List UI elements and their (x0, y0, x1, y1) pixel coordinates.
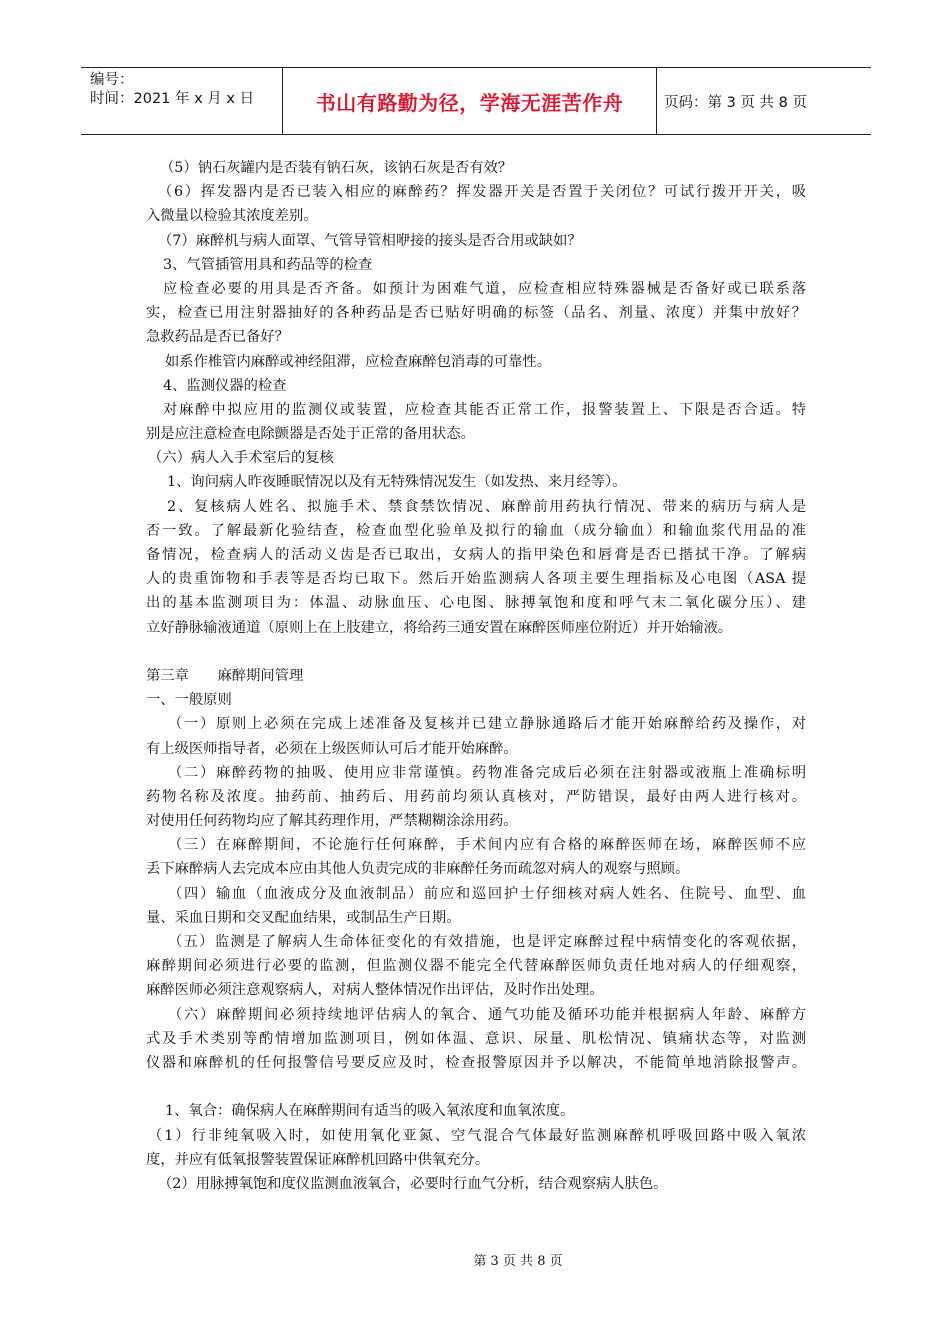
body-line: 仪器和麻醉机的任何报警信号要反应及时，检查报警原因并予以解决，不能简单地消除报警声。 (146, 1054, 806, 1071)
body-line: （六）病人入手术室后的复核 (148, 450, 334, 467)
body-line: （6）挥发器内是否已装入相应的麻醉药？挥发器开关是否置于关闭位？可试行拨开开关，吸 (158, 184, 806, 201)
body-line: 丢下麻醉病人去完成本应由其他人负责完成的非麻醉任务而疏忽对病人的观察与照顾。 (146, 861, 690, 878)
body-line: 对使用任何药物均应了解其药理作用，严禁糊糊涂涂用药。 (146, 813, 518, 830)
body-line: 实，检查已用注射器抽好的各种药品是否已贴好明确的标签（品名、剂量、浓度）并集中放好？ (146, 305, 806, 322)
header-info (81, 68, 283, 134)
body-line: 麻醉医师必须注意观察病人，对病人整体情况作出评估，及时作出处理。 (146, 982, 604, 999)
body-line: （一）原则上必须在完成上述准备及复核并已建立静脉通路后才能开始麻醉给药及操作，对 (168, 716, 806, 733)
body-line: 3、气管插管用具和药品等的检查 (163, 256, 373, 273)
body-line: 有上级医师指导者，必须在上级医师认可后才能开始麻醉。 (146, 740, 518, 757)
body-line: （1）行非纯氧吸入时，如使用氧化亚氮、空气混合气体最好监测麻醉机呼吸回路中吸入氧浓 (148, 1127, 806, 1144)
body-line: （2）用脉搏氧饱和度仪监测血液氧合，必要时行血气分析，结合观察病人肤色。 (158, 1175, 668, 1192)
body-line: 应检查必要的用具是否齐备。如预计为困难气道，应检查相应特殊器械是否备好或已联系落 (163, 280, 806, 297)
body-line: 麻醉期间必须进行必要的监测，但监测仪器不能完全代替麻醉医师负责任地对病人的仔细观察， (146, 958, 806, 975)
document-number-label: 编号： (90, 72, 134, 88)
document-body (146, 156, 806, 1196)
footer-page-number: 第 3 页 共 8 页 (473, 1254, 563, 1269)
body-line: 式及手术类别等酌情增加监测项目，例如体温、意识、尿量、肌松情况、镇痛状态等，对监测 (146, 1030, 806, 1047)
body-line: 1、询问病人昨夜睡眠情况以及有无特殊情况发生（如发热、来月经等）。 (167, 474, 627, 491)
body-line: 急救药品是否已备好？ (146, 329, 289, 346)
body-line: 1、氧合：确保病人在麻醉期间有适当的吸入氧浓度和血氧浓度。 (165, 1103, 575, 1120)
body-line: 备情况，检查病人的活动义齿是否已取出，女病人的指甲染色和唇膏是否已揩拭干净。了解病 (146, 547, 806, 563)
page-footer (0, 1250, 950, 1269)
body-line: 2、复核病人姓名、拟施手术、禁食禁饮情况、麻醉前用药执行情况、带来的病历与病人是 (167, 498, 806, 515)
body-line: （5）钠石灰罐内是否装有钠石灰，该钠石灰是否有效？ (160, 160, 513, 176)
body-line: 否一致。了解最新化验结查，检查血型化验单及拟行的输血（成分输血）和输血浆代用品的准 (146, 522, 806, 539)
body-line: 出的基本监测项目为：体温、动脉血压、心电图、脉搏氧饱和度和呼气末二氧化碳分压）、建 (146, 595, 806, 612)
body-line: （7）麻醉机与病人面罩、气管导管相咿接的接头是否合用或缺如？ (158, 232, 582, 249)
body-line: 第三章 麻醉期间管理 (146, 667, 304, 684)
date-label: 时间：2021 年 x 月 x 日 (90, 91, 255, 107)
body-line: （五）监测是了解病人生命体征变化的有效措施，也是评定麻醉过程中病情变化的客观依据， (168, 934, 806, 950)
blank-line (146, 640, 806, 664)
header-motto: 书山有路勤为径，学海无涯苦作舟 (283, 68, 657, 134)
page-header (81, 67, 871, 135)
body-line: 度，并应有低氧报警装置保证麻醉机回路中供氧充分。 (146, 1151, 490, 1168)
body-line: （三）在麻醉期间，不论施行任何麻醉，手术间内应有合格的麻醉医师在场，麻醉医师不应 (168, 837, 806, 854)
body-line: 如系作椎管内麻醉或神经阻滞，应检查麻醉包消毒的可靠性。 (165, 353, 552, 370)
body-line: 立好静脉输液通道（原则上在上肢建立，将给药三通安置在麻醉医师座位附近）并开始输液。 (146, 619, 733, 636)
body-line: 别是应注意检查电除颤器是否处于正常的备用状态。 (146, 426, 475, 443)
body-line: （二）麻醉药物的抽吸、使用应非常谨慎。药物准备完成后必须在注射器或液瓶上准确标明 (168, 764, 806, 781)
body-line: （六）麻醉期间必须持续地评估病人的氧合、通气功能及循环功能并根据病人年龄、麻醉方 (168, 1006, 806, 1023)
header-page-number: 页码：第 3 页 共 8 页 (664, 94, 807, 111)
blank-line (146, 1075, 806, 1099)
body-line: 一、一般原则 (146, 692, 232, 709)
body-line: 药物名称及浓度。抽药前、抽药后、用药前均须认真核对，严防错误，最好由两人进行核对。 (146, 788, 806, 805)
body-line: 量、采血日期和交叉配血结果，或制品生产日期。 (146, 909, 461, 926)
body-line: （四）输血（血液成分及血液制品）前应和巡回护士仔细核对病人姓名、住院号、血型、血 (168, 885, 806, 902)
body-line: 人的贵重饰物和手表等是否均已取下。然后开始监测病人各项主要生理指标及心电图（ASA 提 (146, 571, 806, 588)
body-line: 4、监测仪器的检查 (163, 377, 287, 394)
body-line: 对麻醉中拟应用的监测仪或装置，应检查其能否正常工作，报警装置上、下限是否合适。特 (163, 401, 806, 418)
body-line: 入微量以检验其浓度差别。 (146, 208, 318, 225)
